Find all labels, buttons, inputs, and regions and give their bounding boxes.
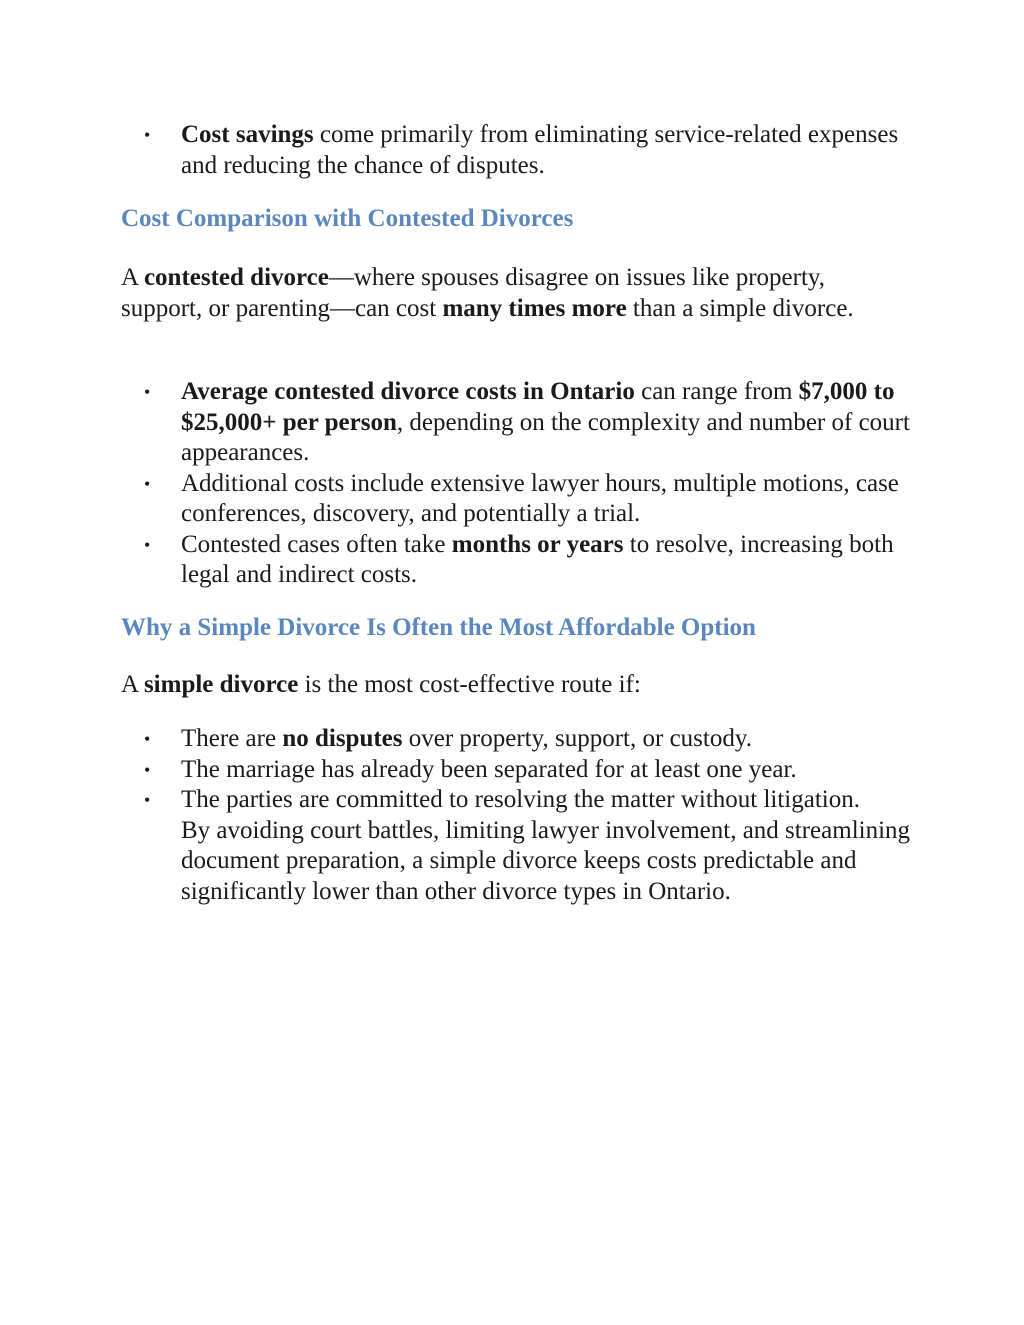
text: is the most cost-effective route if: <box>298 671 641 698</box>
list-item <box>0 755 1024 786</box>
text: A <box>121 264 144 291</box>
bold-term: Cost savings <box>181 121 314 148</box>
text: —where spouses disagree on issues like property, support, or parenting—can cost <box>121 264 826 322</box>
list-item <box>0 724 1024 755</box>
bold-term: no disputes <box>282 725 403 752</box>
bullet-icon: • <box>144 125 151 145</box>
bullet-icon: • <box>144 382 151 402</box>
text: A <box>121 671 144 698</box>
simple-divorce-conditions-list <box>0 724 1024 907</box>
cost-savings-list <box>0 120 1024 181</box>
bullet-icon: • <box>144 759 151 780</box>
bullet-icon: • <box>144 534 151 555</box>
bullet-icon: • <box>144 790 151 810</box>
text: Additional costs include extensive lawyer hours, multiple motions, case conferences, discovery, and potentially a trial. <box>181 469 899 527</box>
text: Contested cases often take <box>181 530 452 558</box>
closing-paragraph: By avoiding court battles, limiting lawyer involvement, and streamlining document preparation, a simple divorce keeps costs predictable and significantly lower than other divorce types in Ontario. <box>181 816 911 905</box>
list-item <box>0 469 1024 530</box>
list-item <box>0 785 1024 907</box>
bold-term: months or years <box>451 530 624 558</box>
text: over property, support, or custody. <box>402 725 752 752</box>
text: The parties are committed to resolving the matter without litigation. <box>181 786 860 813</box>
text: can range from <box>634 378 799 405</box>
bold-term: Average contested divorce costs in Ontario <box>181 378 635 405</box>
text: , depending on the complexity and number of court appearances. <box>181 408 910 466</box>
section-heading-simple-divorce: Why a Simple Divorce Is Often the Most Affordable Option <box>121 614 756 641</box>
bold-term: simple divorce <box>143 671 299 698</box>
list-item <box>0 377 1024 469</box>
bullet-icon: • <box>144 729 151 749</box>
bold-term: $7,000 to $25,000+ per person <box>181 378 895 436</box>
list-item <box>0 120 1024 181</box>
item-text: come primarily from eliminating service-related expenses and reducing the chance of disputes. <box>181 121 899 179</box>
bold-term: contested divorce <box>143 264 329 291</box>
bold-term: many times more <box>442 294 627 322</box>
text: There are <box>181 725 283 752</box>
bullet-icon: • <box>144 473 151 494</box>
text: to resolve, increasing both legal and indirect costs. <box>181 530 894 588</box>
contested-intro-paragraph <box>121 263 911 324</box>
contested-costs-list <box>0 377 1024 591</box>
section-heading-cost-comparison: Cost Comparison with Contested Divorces <box>121 205 574 232</box>
simple-divorce-intro-paragraph <box>121 670 911 701</box>
list-item <box>0 530 1024 591</box>
text: than a simple divorce. <box>626 294 854 322</box>
text: The marriage has already been separated for at least one year. <box>181 755 797 783</box>
